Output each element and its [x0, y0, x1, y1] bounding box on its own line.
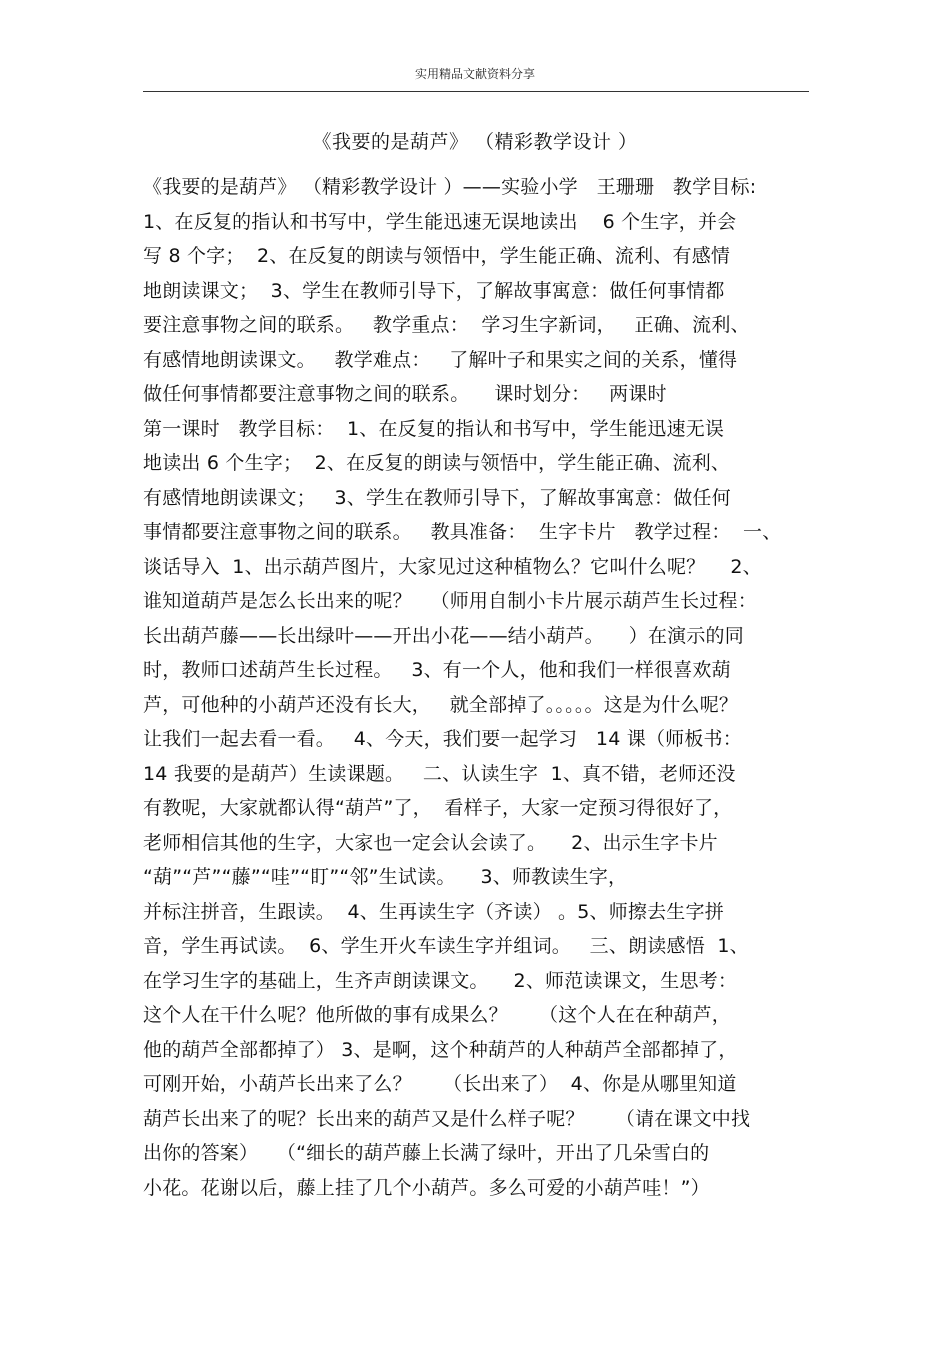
page-header: 实用精品文献资料分享	[414, 67, 535, 81]
body-line: 做任何事情都要注意事物之间的联系。 课时划分： 两课时	[143, 383, 667, 405]
header-divider	[143, 91, 809, 92]
body-line: 有教呢，大家就都认得“葫芦”了， 看样子，大家一定预习得很好了，	[143, 797, 733, 819]
body-line: 他的葫芦全部都掉了） 3、是啊，这个种葫芦的人种葫芦全部都掉了，	[143, 1038, 738, 1061]
body-line: 这个人在干什么呢？他所做的事有成果么？ （这个人在在种葫芦，	[143, 1004, 731, 1026]
body-line: 出你的答案） （“细长的葫芦藤上长满了绿叶，开出了几朵雪白的	[143, 1142, 710, 1164]
body-line: “葫”“芦”“藤”“哇”“盯”“邻”生试读。 3、师教读生字，	[143, 866, 628, 888]
body-line: 在学习生字的基础上，生齐声朗读课文。 2、师范读课文，生思考：	[143, 969, 738, 992]
body-line: 老师相信其他的生字，大家也一定会认会读了。 2、出示生字卡片	[143, 831, 718, 854]
body-line: 1、在反复的指认和书写中，学生能迅速无误地读出 6 个生字，并会	[143, 210, 737, 233]
body-line: 写 8 个字； 2、在反复的朗读与领悟中，学生能正确、流利、有感情	[143, 245, 731, 267]
body-line: 长出葫芦藤——长出绿叶——开出小花——结小葫芦。 ）在演示的同	[143, 624, 744, 647]
body-line: 葫芦长出来了的呢？长出来的葫芦又是什么样子呢？ （请在课文中找	[143, 1107, 751, 1130]
document-title: 《我要的是葫芦》 （精彩教学设计 ）	[312, 131, 638, 153]
body-line: 可刚开始，小葫芦长出来了么？ （长出来了） 4、你是从哪里知道	[143, 1073, 737, 1095]
body-line: 地朗读课文； 3、学生在教师引导下，了解故事寓意：做任何事情都	[143, 279, 725, 302]
body-line: 《我要的是葫芦》 （精彩教学设计 ）——实验小学 王珊珊 教学目标:	[143, 176, 757, 198]
body-line: 14 我要的是葫芦）生读课题。 二、认读生字 1、真不错，老师还没	[143, 762, 736, 785]
document-body	[143, 170, 833, 1205]
body-line: 并标注拼音，生跟读。 4、生再读生字（齐读） 。5、师擦去生字拼	[143, 900, 724, 923]
body-line: 有感情地朗读课文； 3、学生在教师引导下，了解故事寓意：做任何	[143, 486, 731, 509]
body-line: 时，教师口述葫芦生长过程。 3、有一个人，他和我们一样很喜欢葫	[143, 659, 731, 681]
body-line: 第一课时 教学目标： 1、在反复的指认和书写中，学生能迅速无误	[143, 417, 725, 440]
body-line: 事情都要注意事物之间的联系。 教具准备： 生字卡片 教学过程： 一、	[143, 521, 782, 543]
body-line: 谈话导入 1、出示葫芦图片，大家见过这种植物么？它叫什么呢？ 2、	[143, 555, 762, 578]
body-line: 要注意事物之间的联系。 教学重点： 学习生字新词， 正确、流利、	[143, 314, 750, 336]
body-line: 地读出 6 个生字； 2、在反复的朗读与领悟中，学生能正确、流利、	[143, 452, 731, 474]
body-line: 有感情地朗读课文。 教学难点： 了解叶子和果实之间的关系，懂得	[143, 348, 738, 371]
body-line: 小花。花谢以后，藤上挂了几个小葫芦。多么可爱的小葫芦哇！”）	[143, 1176, 710, 1199]
body-line: 谁知道葫芦是怎么长出来的呢？ （师用自制小卡片展示葫芦生长过程：	[143, 590, 757, 612]
body-line: 芦，可他种的小葫芦还没有长大， 就全部掉了。。。。。这是为什么呢？	[143, 693, 739, 716]
body-line: 音，学生再试读。 6、学生开火车读生字并组词。 三、朗读感悟 1、	[143, 935, 749, 957]
body-line: 让我们一起去看一看。 4、今天，我们要一起学习 14 课（师板书：	[143, 728, 742, 750]
